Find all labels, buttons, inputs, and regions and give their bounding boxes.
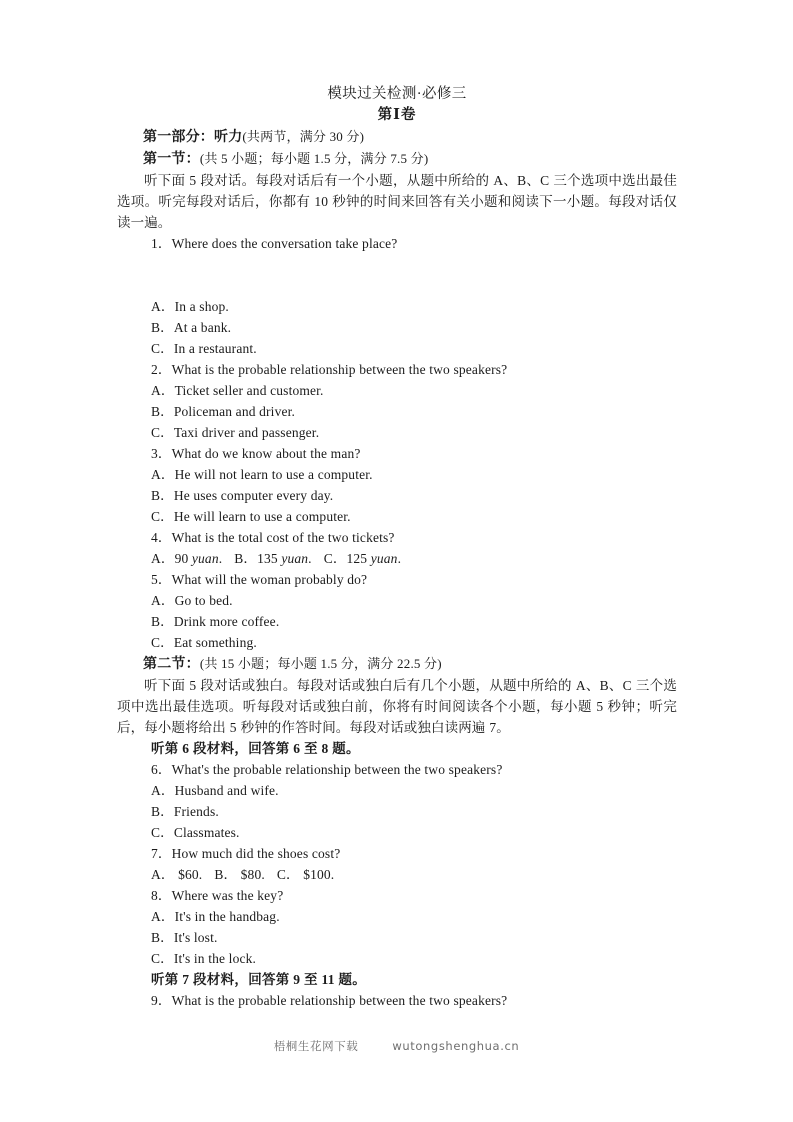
part-one-heading-bold: 第一部分：听力 bbox=[143, 130, 243, 145]
option-b: B． $80. bbox=[214, 867, 265, 882]
question-2-option-a[interactable] bbox=[117, 380, 677, 401]
option-a: A． $60. bbox=[151, 867, 203, 882]
option-label: C． bbox=[151, 425, 174, 440]
question-3-text: What do we know about the man? bbox=[171, 446, 361, 461]
question-9-number: 9． bbox=[151, 993, 172, 1008]
option-label: B． bbox=[151, 404, 174, 419]
section-two-heading-bold: 第二节： bbox=[143, 657, 200, 672]
question-3-number: 3． bbox=[151, 446, 172, 461]
part-one-heading-paren: (共两节，满分 30 分) bbox=[242, 129, 365, 144]
question-5-option-a[interactable] bbox=[117, 590, 677, 611]
option-label: C． bbox=[151, 341, 174, 356]
option-label: B． bbox=[151, 614, 174, 629]
option-label: A． bbox=[151, 783, 175, 798]
option-text: Drink more coffee. bbox=[173, 614, 280, 629]
option-text: He uses computer every day. bbox=[173, 488, 334, 503]
option-value: 90 bbox=[174, 551, 192, 566]
option-unit: yuan bbox=[191, 551, 219, 566]
question-3 bbox=[117, 443, 677, 464]
footer-site-url: wutongshenghua.cn bbox=[392, 1039, 520, 1053]
option-label: A． bbox=[151, 909, 175, 924]
document-title: 模块过关检测·必修三 bbox=[327, 86, 467, 102]
question-5-option-b[interactable] bbox=[117, 611, 677, 632]
option-unit: yuan bbox=[370, 551, 398, 566]
option-label: A． bbox=[151, 383, 175, 398]
option-text: Friends. bbox=[173, 804, 219, 819]
option-label: B． bbox=[151, 804, 174, 819]
question-5 bbox=[117, 569, 677, 590]
question-6-number: 6． bbox=[151, 762, 172, 777]
question-7 bbox=[117, 843, 677, 864]
part-one-heading bbox=[117, 126, 677, 148]
volume-title: 第Ⅰ卷 bbox=[377, 107, 417, 123]
option-label: B． bbox=[234, 551, 258, 566]
option-label: C． bbox=[151, 825, 174, 840]
question-7-text: How much did the shoes cost? bbox=[171, 846, 341, 861]
option-c: C． $100. bbox=[276, 867, 335, 882]
question-4-options[interactable] bbox=[117, 548, 677, 569]
section-two-heading-paren: (共 15 小题；每小题 1.5 分，满分 22.5 分) bbox=[199, 656, 442, 671]
question-6-option-a[interactable] bbox=[117, 780, 677, 801]
section-two-heading bbox=[117, 653, 677, 675]
option-unit: yuan bbox=[281, 551, 309, 566]
question-2-text: What is the probable relationship between the two speakers? bbox=[171, 362, 508, 377]
option-text: Go to bed. bbox=[174, 593, 233, 608]
option-value: 125 bbox=[346, 551, 371, 566]
question-1-option-b[interactable] bbox=[117, 317, 677, 338]
option-text: Taxi driver and passenger. bbox=[173, 425, 320, 440]
section-one-instructions: 听下面 5 段对话。每段对话后有一个小题，从题中所给的 A、B、C 三个选项中选出最佳选项。听完每段对话后，你都有 10 秒钟的时间来回答有关小题和阅读下一小题。每段对话仅读一遍。 bbox=[117, 173, 677, 230]
question-3-option-c[interactable] bbox=[117, 506, 677, 527]
option-end: . bbox=[308, 551, 312, 566]
answer-blank-space bbox=[117, 254, 677, 296]
section-two-instructions: 听下面 5 段对话或独白。每段对话或独白后有几个小题，从题中所给的 A、B、C 三个选项中选出最佳选项。听每段对话或独白前，你将有时间阅读各个小题，每小题 5 秒钟；听完后，每小题将给出 5 秒钟的作答时间。每段对话或独白读两遍 7。 bbox=[117, 678, 677, 735]
question-7-number: 7． bbox=[151, 846, 172, 861]
question-5-option-c[interactable] bbox=[117, 632, 677, 653]
option-label: C． bbox=[151, 509, 174, 524]
question-1-number: 1． bbox=[151, 236, 172, 251]
option-text: At a bank. bbox=[173, 320, 232, 335]
option-text: Husband and wife. bbox=[174, 783, 279, 798]
option-label: A． bbox=[151, 593, 175, 608]
footer-site-name-cn: 梧桐生花网下载 bbox=[273, 1039, 359, 1053]
question-2 bbox=[117, 359, 677, 380]
option-label: C． bbox=[323, 551, 347, 566]
question-2-number: 2． bbox=[151, 362, 172, 377]
question-6-option-c[interactable] bbox=[117, 822, 677, 843]
option-text: It's in the handbag. bbox=[174, 909, 280, 924]
option-text: In a restaurant. bbox=[173, 341, 257, 356]
question-1 bbox=[117, 233, 677, 254]
cue-material-6: 听第 6 段材料，回答第 6 至 8 题。 bbox=[151, 741, 360, 756]
option-label: A． bbox=[151, 551, 175, 566]
question-1-option-c[interactable] bbox=[117, 338, 677, 359]
question-1-text: Where does the conversation take place? bbox=[171, 236, 398, 251]
question-8 bbox=[117, 885, 677, 906]
option-value: 135 bbox=[257, 551, 282, 566]
option-label: B． bbox=[151, 320, 174, 335]
option-label: B． bbox=[151, 930, 174, 945]
option-label: A． bbox=[151, 467, 175, 482]
option-label: A． bbox=[151, 299, 175, 314]
question-1-option-a[interactable] bbox=[117, 296, 677, 317]
question-8-option-c[interactable] bbox=[117, 948, 677, 969]
section-one-heading-bold: 第一节： bbox=[143, 152, 200, 167]
question-5-number: 5． bbox=[151, 572, 172, 587]
question-4 bbox=[117, 527, 677, 548]
option-text: Classmates. bbox=[173, 825, 240, 840]
question-4-number: 4． bbox=[151, 530, 172, 545]
question-4-text: What is the total cost of the two tickets? bbox=[171, 530, 395, 545]
question-8-number: 8． bbox=[151, 888, 172, 903]
section-one-heading-paren: (共 5 小题；每小题 1.5 分，满分 7.5 分) bbox=[199, 151, 429, 166]
option-end: . bbox=[218, 551, 223, 566]
option-text: It's in the lock. bbox=[173, 951, 257, 966]
question-6 bbox=[117, 759, 677, 780]
question-6-text: What's the probable relationship between the two speakers? bbox=[171, 762, 503, 777]
question-5-text: What will the woman probably do? bbox=[171, 572, 368, 587]
question-8-text: Where was the key? bbox=[171, 888, 284, 903]
section-one-heading bbox=[117, 148, 677, 170]
question-7-options[interactable] bbox=[117, 864, 677, 885]
cue-material-7: 听第 7 段材料，回答第 9 至 11 题。 bbox=[151, 972, 367, 987]
option-text: He will learn to use a computer. bbox=[173, 509, 351, 524]
option-label: B． bbox=[151, 488, 174, 503]
question-9-text: What is the probable relationship between the two speakers? bbox=[171, 993, 508, 1008]
question-3-option-a[interactable] bbox=[117, 464, 677, 485]
question-8-option-a[interactable] bbox=[117, 906, 677, 927]
option-text: Policeman and driver. bbox=[173, 404, 296, 419]
option-text: It's lost. bbox=[173, 930, 218, 945]
question-2-option-c[interactable] bbox=[117, 422, 677, 443]
option-text: He will not learn to use a computer. bbox=[174, 467, 373, 482]
page-content bbox=[117, 84, 677, 1011]
question-6-option-b[interactable] bbox=[117, 801, 677, 822]
footer-watermark bbox=[0, 1038, 793, 1054]
option-text: Eat something. bbox=[173, 635, 257, 650]
option-label: C． bbox=[151, 951, 174, 966]
question-9 bbox=[117, 990, 677, 1011]
question-3-option-b[interactable] bbox=[117, 485, 677, 506]
option-text: In a shop. bbox=[174, 299, 229, 314]
question-2-option-b[interactable] bbox=[117, 401, 677, 422]
option-label: C． bbox=[151, 635, 174, 650]
option-end: . bbox=[397, 551, 402, 566]
option-text: Ticket seller and customer. bbox=[174, 383, 324, 398]
question-8-option-b[interactable] bbox=[117, 927, 677, 948]
